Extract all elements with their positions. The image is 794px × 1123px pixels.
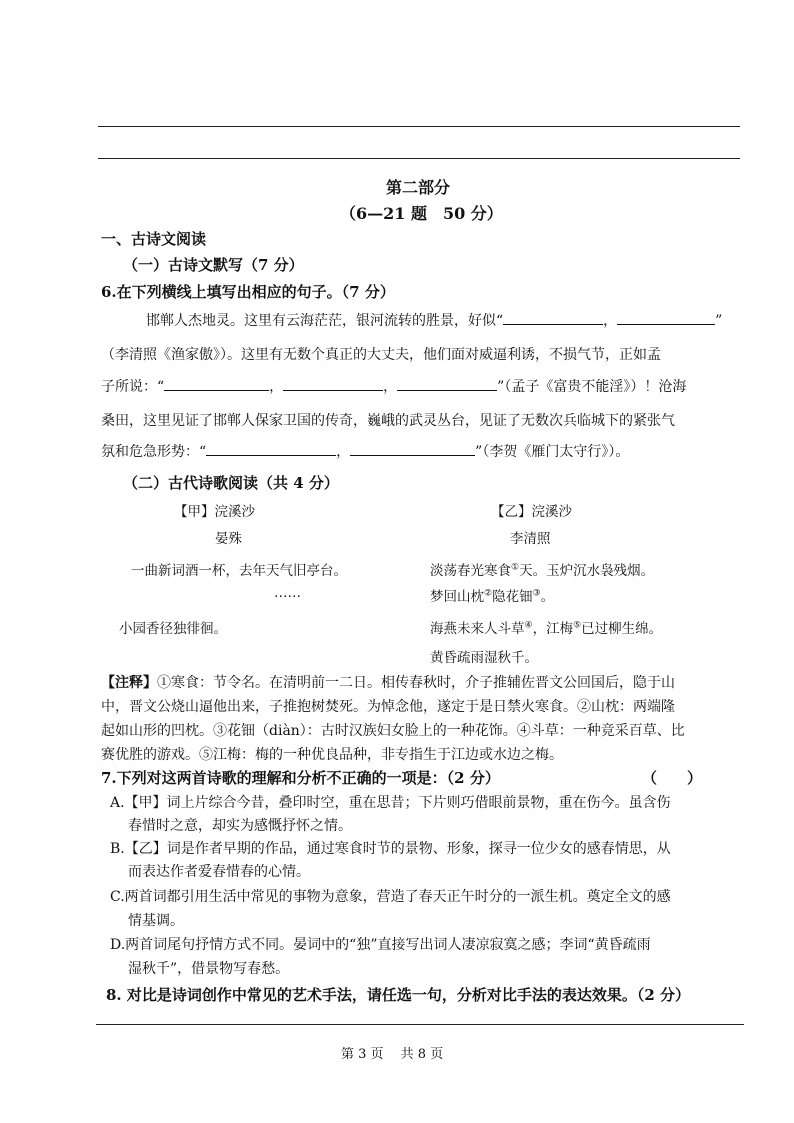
page-number: 第 3 页 共 8 页: [341, 1047, 444, 1062]
poem-yi-line2: [430, 585, 554, 605]
poem-yi-line1-b: 天。玉炉沉水袅残烟。: [519, 563, 655, 579]
q7-option-d[interactable]: D.两首词尾句抒情方式不同。晏词中的“独”直接写出词人凄凉寂寞之感；李词“黄昏疏雨: [110, 937, 651, 953]
poem-yi-line2-c: 。: [540, 589, 555, 605]
q7-option-b-cont: 而表达作者爱春惜春的心情。: [128, 864, 310, 880]
poem-yi-line1-a: 淡荡春光寒食: [430, 563, 511, 579]
poem-yi-line1: [430, 559, 654, 579]
q6-prompt: 6.在下列横线上填写出相应的句子。（7 分）: [101, 283, 395, 301]
blank-1[interactable]: [503, 310, 603, 325]
note-ref-1: ①: [511, 562, 520, 573]
q6-line5-text: 氛和危急形势：“: [101, 444, 207, 460]
q6-line3-end: ”（孟子《富贵不能淫》）！沧海: [497, 379, 687, 395]
q7-option-a[interactable]: A.【甲】词上片综合今昔，叠印时空，重在思昔；下片则巧借眼前景物，重在伤今。虽含伤: [110, 795, 671, 811]
notes-line2: 中，晋文公烧山逼他出来，子推抱树焚死。为悼念他，遂定于是日禁火寒食。②山枕：两端隆: [101, 699, 675, 715]
comma: ，: [269, 379, 284, 395]
q6-line3: [101, 376, 686, 396]
poem-yi-line3-c: 已过柳生绵。: [581, 621, 663, 637]
poem-jia-line1: 一曲新词酒一杯，去年天气旧亭台。: [131, 563, 347, 579]
sub1-heading: （一）古诗文默写（7 分）: [123, 256, 304, 274]
poem-yi-line2-b: 隐花钿: [492, 589, 533, 605]
poem-yi-line4: 黄昏疏雨湿秋千。: [430, 650, 538, 666]
poem-jia-author: 晏殊: [215, 531, 242, 547]
poem-yi-line2-a: 梦回山枕: [430, 589, 484, 605]
note-ref-3: ③: [532, 588, 541, 599]
notes-line3: 起如山形的凹枕。③花钿（diàn）：古时汉族妇女脸上的一种花饰。④斗草：一种竞采百草、比: [101, 723, 685, 739]
blank-3[interactable]: [164, 376, 269, 391]
q6-line3-text: 子所说：“: [101, 379, 165, 395]
poem-jia-title: 【甲】浣溪沙: [174, 504, 255, 520]
section-subtitle: （6—21 题 50 分）: [340, 204, 503, 223]
poem-yi-title: 【乙】浣溪沙: [491, 504, 572, 520]
footer-rule: [96, 1024, 744, 1025]
notes-line4: 赛优胜的游戏。⑤江梅：梅的一种优良品种，非专指生于江边或水边之梅。: [101, 747, 563, 763]
notes-text-1: ①寒食：节令名。在清明前一二日。相传春秋时，介子推辅佐晋文公回国后，隐于山: [157, 675, 675, 691]
comma: ，: [603, 313, 618, 329]
poem-jia-ellipsis: ……: [274, 585, 301, 601]
notes-label: 【注释】: [101, 675, 157, 691]
comma: ，: [383, 379, 398, 395]
q7-option-d-cont: 湿秋千”，借景物写春愁。: [128, 961, 290, 977]
section-title: 第二部分: [386, 178, 451, 197]
q7-option-a-cont: 春惜时之意，却实为感慨抒怀之情。: [128, 818, 352, 834]
blank-4[interactable]: [283, 376, 383, 391]
q7-answer-paren[interactable]: （ ）: [642, 769, 703, 787]
q7-option-b[interactable]: B.【乙】词是作者早期的作品，通过寒食时节的景物、形象，探寻一位少女的感春情思，从: [110, 841, 671, 857]
poem-yi-line3: [430, 617, 662, 637]
comma: ，: [336, 444, 351, 460]
note-ref-2: ②: [484, 588, 493, 599]
answer-line-1: [98, 126, 740, 127]
poem-jia-line2: 小园香径独徘徊。: [119, 621, 227, 637]
notes-line1: [101, 672, 675, 692]
q6-line5-end: ”（李贺《雁门太守行》）。: [475, 444, 630, 460]
q6-line1-text: 邯郸人杰地灵。这里有云海茫茫，银河流转的胜景，好似“: [146, 313, 504, 329]
blank-6[interactable]: [206, 441, 336, 456]
note-ref-5: ⑤: [573, 620, 582, 631]
close-quote: ”: [715, 313, 723, 329]
q6-line1: [146, 310, 722, 330]
poem-yi-line3-a: 海燕未来人斗草: [430, 621, 525, 637]
poem-yi-line3-b: ，江梅: [532, 621, 574, 637]
q6-line2: （李清照《渔家傲》）。这里有无数个真正的大丈夫，他们面对威逼利诱，不损气节，正如孟: [101, 347, 661, 363]
part1-heading: 一、古诗文阅读: [101, 230, 207, 248]
q6-line5: [101, 441, 629, 461]
blank-5[interactable]: [397, 376, 497, 391]
q8-prompt: 8. 对比是诗词创作中常见的艺术手法，请任选一句，分析对比手法的表达效果。（2 分）: [106, 986, 691, 1004]
q7-option-c-cont: 情基调。: [128, 913, 184, 929]
blank-2[interactable]: [617, 310, 715, 325]
sub2-heading: （二）古代诗歌阅读（共 4 分）: [123, 474, 339, 492]
blank-7[interactable]: [350, 441, 475, 456]
q7-prompt: 7.下列对这两首诗歌的理解和分析不正确的一项是：（2 分）: [101, 769, 500, 787]
q6-line4: 桑田，这里见证了邯郸人保家卫国的传奇，巍峨的武灵丛台，见证了无数次兵临城下的紧张气: [101, 413, 675, 429]
note-ref-4: ④: [524, 620, 533, 631]
answer-line-2: [98, 158, 740, 159]
q7-option-c[interactable]: C.两首词都引用生活中常见的事物为意象，营造了春天正午时分的一派生机。奠定全文的感: [110, 889, 671, 905]
poem-yi-author: 李清照: [510, 531, 551, 547]
